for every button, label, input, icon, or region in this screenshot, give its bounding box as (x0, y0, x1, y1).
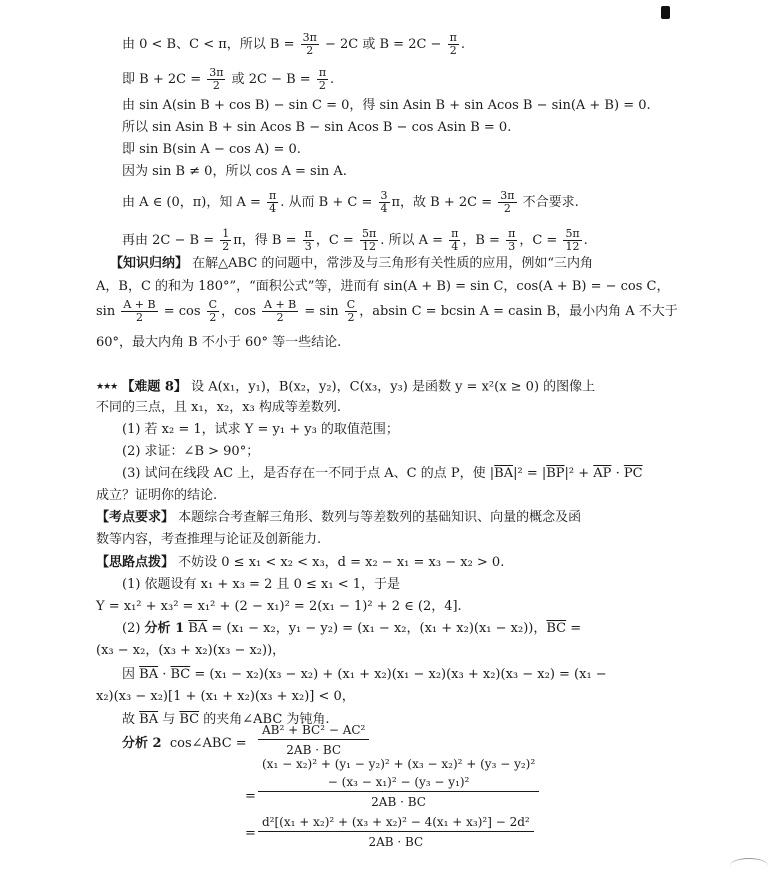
section-heading: 【考点要求】 (96, 510, 175, 525)
vector: $\overline{BA}$ (139, 667, 159, 682)
text-run: ，B = (462, 233, 505, 248)
text-line (122, 620, 581, 638)
text-line: Y = x₁² + x₃² = x₁² + (2 − x₁)² = 2(x₁ − 1)² + 2 ∈ (2，4]. (96, 599, 462, 614)
fraction (267, 190, 278, 215)
text-run: cos∠ABC = (169, 736, 247, 751)
fraction (207, 67, 225, 92)
text-line (122, 190, 579, 215)
vector: $\overline{BC}$ (179, 712, 200, 727)
equals-sign: = (245, 826, 256, 841)
vector: $\overline{AP}$ (593, 466, 612, 481)
difficulty-stars-icon: ★★★ (96, 382, 118, 392)
denominator: 3 (508, 240, 516, 253)
text-line: (x₃ − x₂，(x₃ + x₂)(x₃ − x₂))， (96, 643, 286, 658)
text-run: ，C = (519, 233, 562, 248)
text-run: 由 0 < B、C < π，所以 B = (122, 37, 299, 52)
numerator: C (346, 298, 356, 311)
text-line: 60°，最大内角 B 不小于 60° 等一些结论. (96, 335, 342, 350)
fraction (345, 299, 357, 324)
numerator-line-1: (x₁ − x₂)² + (y₁ − y₂)² + (x₃ − x₂)² + (y₃ − y₂)² (262, 757, 536, 771)
denominator: 2 (212, 79, 220, 92)
denominator: 4 (380, 202, 388, 215)
numerator: 5π (565, 227, 580, 240)
text-line: x₂)(x₃ − x₂)[1 + (x₁ + x₂)(x₃ + x₂)] < 0， (96, 689, 355, 704)
fraction (121, 299, 157, 324)
text-run: = (x₁ − x₂)(x₃ − x₂) + (x₁ + x₂)(x₁ − x₂)(x₃ + x₂)(x₃ − x₂) = (x₁ − (190, 667, 607, 682)
text-run: 即 B + 2C = (122, 72, 206, 87)
denominator: 2 (449, 44, 457, 57)
denominator: 2AB · BC (368, 835, 424, 849)
expanded-fraction (258, 756, 539, 810)
vector: $\overline{PC}$ (623, 466, 643, 481)
text-line: 成立？证明你的结论. (96, 488, 218, 503)
denominator: 2 (222, 240, 230, 253)
text-line: A，B，C 的和为 180°”，“面积公式”等，进而有 sin(A + B) = sin C，cos(A + B) = − cos C， (96, 279, 670, 294)
numerator: A + B (264, 298, 297, 311)
denominator: 2 (318, 79, 326, 92)
text-line: (1) 若 x₂ = 1，试求 Y = y₁ + y₃ 的取值范围； (122, 422, 399, 437)
text-run: sin (96, 304, 120, 319)
text-run: ，absin C = bcsin A = casin B，最小内角 A 不大于 (359, 304, 678, 319)
section-heading: 【思路点拨】 (96, 555, 175, 570)
text-line: 由 sin A(sin B + cos B) − sin C = 0，得 sin Asin B + sin Acos B − sin(A + B) = 0. (122, 98, 651, 113)
text-run: 由 A ∈ (0，π)，知 A = (122, 195, 266, 210)
numerator: π (449, 31, 457, 44)
numerator: 3 (380, 189, 388, 202)
text-line: (2) 求证：∠B > 90°； (122, 444, 260, 459)
text-run: 不妨设 0 ≤ x₁ < x₂ < x₃，d = x₂ − x₁ = x₃ − x₂ > 0. (174, 555, 505, 570)
simplified-fraction (258, 814, 534, 850)
text-line (122, 228, 588, 253)
fraction (207, 299, 219, 324)
vector: $\overline{BA}$ (139, 712, 159, 727)
denominator: 2 (135, 311, 143, 324)
numerator: 3π (209, 66, 224, 79)
text-run: ，C = (315, 233, 358, 248)
text-run: 因 (122, 667, 140, 682)
equals-sign: = (245, 789, 256, 804)
numerator: 5π (361, 227, 377, 240)
text-run: ，cos (221, 304, 261, 319)
text-run: 的夹角∠ABC 为钝角. (199, 712, 330, 727)
text-line (122, 32, 465, 57)
text-line (122, 735, 247, 753)
text-run: 故 (122, 712, 140, 727)
text-line: 不同的三点，且 x₁，x₂，x₃ 构成等差数列. (96, 400, 342, 415)
denominator: 3 (304, 240, 312, 253)
fraction (379, 190, 390, 215)
text-line: 因为 sin B ≠ 0，所以 cos A = sin A. (122, 164, 347, 179)
text-run: = cos (159, 304, 205, 319)
denominator: 2AB · BC (371, 795, 426, 809)
numerator: 3π (302, 31, 317, 44)
numerator: 1 (222, 227, 230, 240)
text-line: (1) 依题设有 x₁ + x₃ = 2 且 0 ≤ x₁ < 1，于是 (122, 577, 401, 592)
numerator: π (269, 189, 277, 202)
numerator: π (318, 66, 327, 79)
text-run: (2) (122, 621, 145, 636)
numerator: π (304, 227, 312, 240)
numerator: 3π (500, 189, 515, 202)
text-run: |² + (564, 466, 594, 481)
text-run: 再由 2C − B = (122, 233, 219, 248)
text-run: = (566, 621, 582, 636)
fraction (448, 32, 459, 57)
fraction (220, 228, 231, 253)
denominator: 2 (209, 311, 217, 324)
knowledge-summary-line (110, 255, 593, 273)
numerator: d²[(x₁ + x₂)² + (x₃ + x₂)² − 4(x₁ + x₃)²] − 2d² (258, 814, 534, 832)
vector: $\overline{BA}$ (494, 466, 514, 481)
page-curl-mark (730, 858, 768, 873)
text-run: 设 A(x₁，y₁)，B(x₂，y₂)，C(x₃，y₃) 是函数 y = x²(x ≥ 0) 的图像上 (186, 379, 596, 395)
text-run: . (460, 37, 465, 52)
numerator: π (508, 227, 516, 240)
text-run: = sin (300, 304, 343, 319)
text-run: = (x₁ − x₂，y₁ − y₂) = (x₁ − x₂，(x₁ + x₂)(x₁ − x₂))， (207, 621, 547, 636)
text-run: 在解△ABC 的问题中，常涉及与三角形有关性质的应用，例如“三内角 (188, 256, 594, 271)
numerator-line-2: − (x₃ − x₁)² − (y₃ − y₁)² (258, 774, 539, 792)
text-run: 与 (158, 712, 180, 727)
fraction (449, 228, 460, 253)
vector: $\overline{BC}$ (546, 621, 567, 636)
text-line: 即 sin B(sin A − cos A) = 0. (122, 142, 301, 157)
denominator: 12 (362, 240, 377, 253)
denominator: 12 (565, 240, 580, 253)
denominator: 2 (276, 311, 284, 324)
text-run: 不合要求. (518, 195, 579, 210)
text-line: 所以 sin Asin B + sin Acos B − sin Acos B − cos Asin B = 0. (122, 120, 512, 135)
fraction (498, 190, 516, 215)
problem-title: 【难题 8】 (121, 379, 187, 395)
text-run: π，得 B = (233, 233, 301, 248)
numerator: A + B (123, 298, 156, 311)
numerator: π (451, 227, 459, 240)
vector: $\overline{BP}$ (546, 466, 565, 481)
problem-heading-line (96, 378, 595, 397)
text-line (122, 67, 334, 92)
text-run: (3) 试问在线段 AC 上，是否存在一不同于点 A、C 的点 P，使 | (122, 466, 495, 481)
page-corner-mark (661, 6, 670, 19)
numerator: AB² + BC² − AC² (258, 722, 369, 740)
analysis-label: 分析 2 (122, 736, 162, 751)
fraction (360, 228, 378, 253)
section-heading: 【知识归纳】 (110, 256, 189, 271)
text-run: |² = | (513, 466, 547, 481)
fraction (303, 228, 314, 253)
denominator: 4 (451, 240, 459, 253)
text-run: · (611, 466, 624, 481)
fraction (317, 67, 328, 92)
vector: $\overline{BC}$ (170, 667, 191, 682)
denominator: 2 (306, 44, 314, 57)
text-run: . (330, 72, 335, 87)
text-line (122, 666, 607, 684)
text-run: · (158, 667, 171, 682)
text-line: 数等内容，考查推理与论证及创新能力. (96, 532, 322, 547)
numerator: C (208, 298, 218, 311)
text-run: 本题综合考查解三角形、数列与等差数列的基础知识、向量的概念及函 (174, 510, 582, 525)
denominator: 2AB · BC (286, 743, 342, 757)
text-line (122, 465, 643, 483)
key-points-line (96, 509, 581, 527)
text-run: . 所以 A = (380, 233, 448, 248)
text-run: π，故 B + 2C = (391, 195, 497, 210)
denominator: 2 (503, 202, 511, 215)
fraction (563, 228, 581, 253)
fraction (506, 228, 517, 253)
denominator: 4 (269, 202, 277, 215)
analysis-label: 分析 1 (144, 621, 185, 636)
text-run: . (583, 233, 588, 248)
cosine-law-fraction (258, 722, 369, 758)
solution-hint-line (96, 554, 504, 572)
fraction (262, 299, 298, 324)
text-line (96, 299, 678, 324)
text-run: . 从而 B + C = (280, 195, 377, 210)
vector: $\overline{BA}$ (188, 621, 208, 636)
denominator: 2 (347, 311, 355, 324)
text-run: 或 2C − B = (227, 72, 315, 87)
fraction (301, 32, 319, 57)
text-run: − 2C 或 B = 2C − (320, 37, 446, 52)
